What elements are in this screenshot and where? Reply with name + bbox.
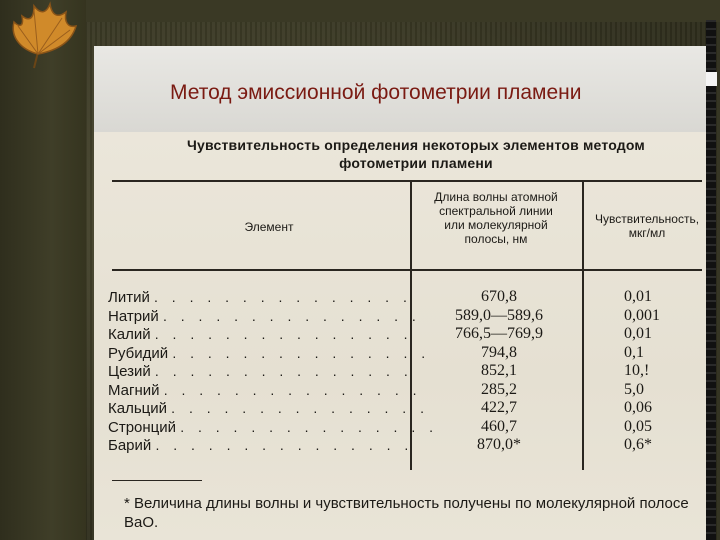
column-divider-2 [582,180,584,470]
table-row [108,288,410,307]
right-decor-bar [706,20,716,540]
wavelength-value: 422,7 [481,399,517,416]
wavelength-value: 794,8 [481,343,517,361]
table-row [108,381,422,400]
element-name: Барий [108,437,152,454]
scanned-table [94,132,706,540]
wavelength-value: 285,2 [481,380,517,398]
column-header-wavelength [414,190,578,246]
sensitivity-value: 0,06 [624,399,652,416]
wavelength-value: 766,5—769,9 [455,325,543,342]
element-name: Кальций [108,400,167,417]
table-footnote: * Величина длины волны и чувствительность получены по молекулярной полосе BaO. [124,495,689,531]
sensitivity-header-line2: мкг/мл [628,226,666,240]
table-heading [166,136,666,172]
dot-leader: . . . . . . . . . . . . . . . [154,363,413,379]
dot-leader: . . . . . . . . . . . . . . . [180,418,439,435]
sensitivity-value: 0,001 [624,306,660,324]
wavelength-header-line1: Длина волны атомной [434,190,558,204]
dot-leader: . . . . . . . . . . . . . . . [163,381,422,398]
wavelength-header-line2: спектральной линии [439,204,553,218]
left-decor-strip [0,0,86,540]
sensitivity-value: 0,1 [624,343,644,361]
table-row [108,307,421,326]
sensitivity-value: 0,05 [624,417,652,435]
sensitivity-value: 0,01 [624,325,652,342]
wavelength-value: 870,0* [477,436,521,453]
sensitivity-value: 0,01 [624,288,652,305]
dot-leader: . . . . . . . . . . . . . . . [155,437,414,453]
rule-footnote [112,480,202,481]
wavelength-value: 589,0—589,6 [455,306,543,324]
wavelength-value: 460,7 [481,417,517,435]
element-name: Цезий [108,363,151,380]
table-row [108,418,439,437]
element-name: Натрий [108,307,159,325]
table-heading-line1: Чувствительность определения некоторых элементов методом [187,137,645,153]
dot-leader: . . . . . . . . . . . . . . . [154,326,413,342]
column-header-sensitivity [588,212,706,240]
slide-title: Метод эмиссионной фотометрии пламени [170,81,582,104]
dot-leader: . . . . . . . . . . . . . . . [171,400,429,416]
table-row [108,325,413,344]
table-row [108,436,414,455]
sensitivity-value: 10,! [624,362,650,379]
wavelength-header-line3: или молекулярной [444,218,548,232]
sensitivity-header-line1: Чувствительность, [594,212,700,226]
dot-leader: . . . . . . . . . . . . . . . [172,344,431,361]
autumn-leaf-icon [4,0,82,70]
table-row [108,344,431,363]
table-heading-line2: фотометрии пламени [339,155,493,171]
wavelength-value: 852,1 [481,362,517,379]
element-column [108,288,439,455]
sensitivity-value: 5,0 [624,380,644,398]
rule-header-bottom [112,269,702,271]
table-row [108,399,429,418]
wavelength-value: 670,8 [481,288,517,305]
sensitivity-column [624,288,704,455]
element-name: Литий [108,289,150,306]
element-name: Калий [108,326,151,343]
element-name: Рубидий [108,344,169,362]
element-name: Магний [108,381,160,399]
title-panel [94,46,706,132]
column-header-element: Элемент [244,220,294,234]
top-band [86,0,720,22]
wavelength-column [424,288,574,455]
wavelength-header-line4: полосы, нм [464,232,528,246]
element-name: Стронций [108,418,177,436]
table-row [108,362,413,381]
sensitivity-value: 0,6* [624,436,652,453]
rule-top [112,180,702,182]
dot-leader: . . . . . . . . . . . . . . . [163,307,421,324]
dot-leader: . . . . . . . . . . . . . . . [154,289,412,305]
